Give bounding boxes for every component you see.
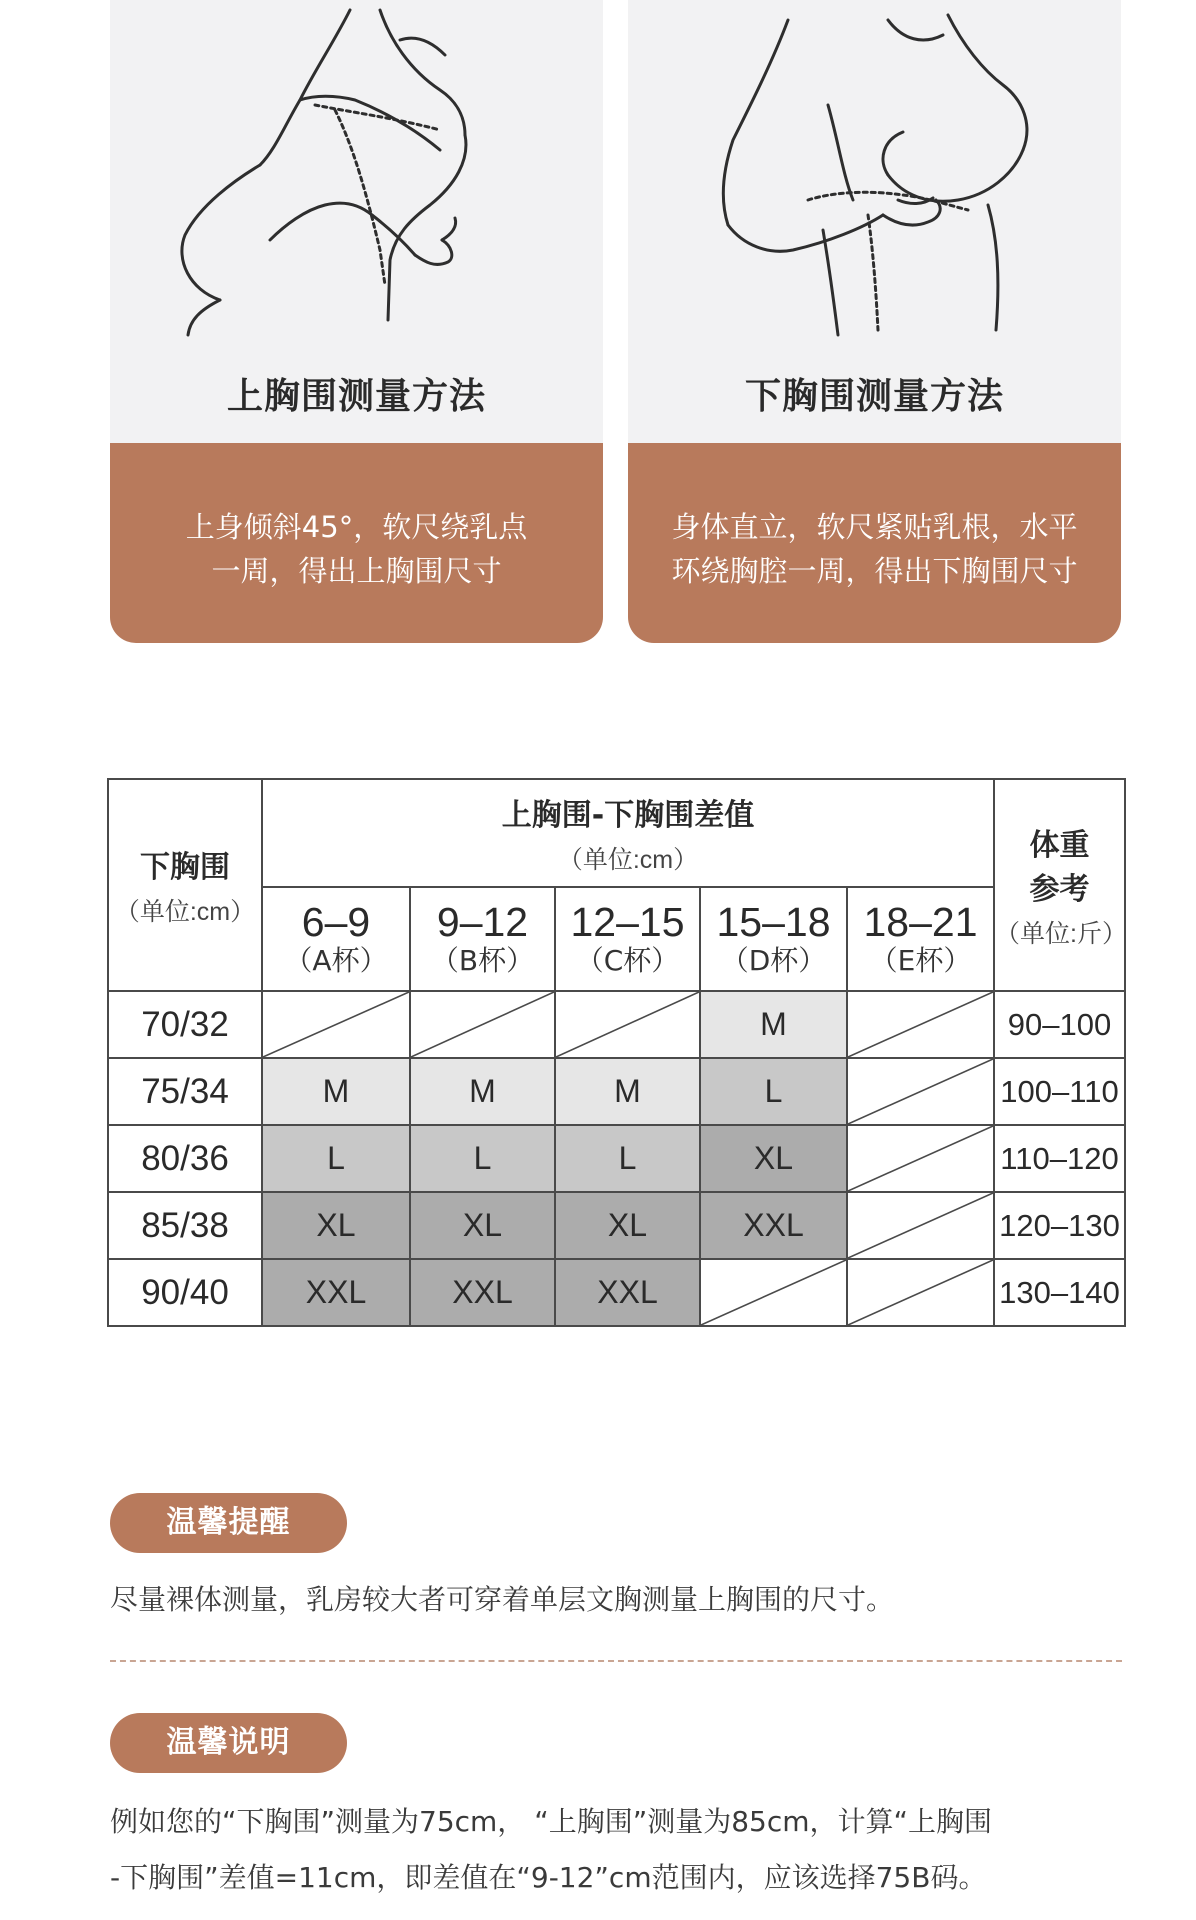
diagonal-slash — [848, 1059, 993, 1124]
underbust-value: 80/36 — [108, 1125, 262, 1192]
empty-size-cell — [847, 1058, 994, 1125]
overbust-method-description — [110, 443, 603, 643]
cup-header-cell — [847, 887, 994, 991]
overbust-method-title: 上胸围测量方法 — [226, 376, 486, 417]
weight-header-line2: 参考 — [1029, 872, 1090, 907]
size-chart-table — [107, 778, 1126, 1327]
empty-size-cell — [262, 991, 410, 1058]
reminder-label-badge: 温馨提醒 — [110, 1493, 347, 1553]
cup-header-cell — [700, 887, 847, 991]
diagonal-slash — [848, 1126, 993, 1191]
cup-name: （C杯） — [575, 944, 680, 977]
cup-name: （E杯） — [869, 944, 972, 977]
overbust-desc-line2: 一周，得出上胸围尺寸 — [211, 554, 502, 588]
bust-difference-header: 上胸围-下胸围差值 — [501, 798, 755, 833]
weight-header-cell — [994, 779, 1125, 991]
underbust-measuring-illustration — [628, 0, 1121, 340]
empty-size-cell — [847, 1192, 994, 1259]
size-row — [108, 1125, 1125, 1192]
underbust-unit: （单位:cm） — [114, 898, 256, 926]
underbust-value: 75/34 — [108, 1058, 262, 1125]
cup-name: （A杯） — [284, 944, 388, 977]
cup-range: 9–12 — [436, 899, 529, 945]
cup-name: （B杯） — [430, 944, 535, 977]
diagonal-slash — [411, 992, 554, 1057]
explanation-text-line1: 例如您的“下胸围”测量为75cm， “上胸围”测量为85cm，计算“上胸围 — [110, 1805, 993, 1838]
weight-value: 100–110 — [994, 1058, 1125, 1125]
underbust-desc-line1: 身体直立，软尺紧贴乳根，水平 — [671, 510, 1078, 544]
underbust-method-card — [628, 0, 1121, 643]
underbust-header: 下胸围 — [140, 850, 230, 885]
cup-range: 18–21 — [863, 899, 978, 945]
explanation-label-badge: 温馨说明 — [110, 1713, 347, 1773]
empty-size-cell — [847, 991, 994, 1058]
diagonal-slash — [701, 1260, 846, 1325]
size-cell: L — [555, 1125, 700, 1192]
overbust-method-card — [110, 0, 603, 643]
size-row — [108, 1259, 1125, 1326]
size-cell: XXL — [700, 1192, 847, 1259]
underbust-header-cell — [108, 779, 262, 991]
size-cell: XL — [410, 1192, 555, 1259]
bust-difference-unit: （单位:cm） — [557, 846, 699, 874]
diagonal-slash — [848, 1260, 993, 1325]
bust-difference-header-cell — [262, 779, 994, 887]
size-cell: XL — [262, 1192, 410, 1259]
size-row — [108, 1192, 1125, 1259]
dashed-divider — [110, 1660, 1122, 1662]
underbust-desc-line2: 环绕胸腔一周，得出下胸围尺寸 — [671, 554, 1078, 588]
weight-value: 90–100 — [994, 991, 1125, 1058]
empty-size-cell — [410, 991, 555, 1058]
empty-size-cell — [847, 1259, 994, 1326]
size-cell: XL — [555, 1192, 700, 1259]
weight-unit: （单位:斤） — [995, 920, 1127, 948]
diagonal-slash — [848, 992, 993, 1057]
cup-range: 6–9 — [301, 899, 371, 945]
size-cell: XXL — [262, 1259, 410, 1326]
size-cell: M — [700, 991, 847, 1058]
underbust-method-description — [628, 443, 1121, 643]
underbust-value: 90/40 — [108, 1259, 262, 1326]
empty-size-cell — [700, 1259, 847, 1326]
reminder-text: 尽量裸体测量，乳房较大者可穿着单层文胸测量上胸围的尺寸。 — [110, 1583, 895, 1616]
weight-header-line1: 体重 — [1029, 828, 1090, 863]
cup-header-cell — [410, 887, 555, 991]
cup-header-cell — [262, 887, 410, 991]
overbust-desc-line1: 上身倾斜45°，软尺绕乳点 — [185, 510, 528, 544]
cup-range: 15–18 — [716, 899, 831, 945]
explanation-text-line2: -下胸围”差值=11cm，即差值在“9-12”cm范围内，应该选择75B码。 — [110, 1861, 987, 1894]
underbust-value: 70/32 — [108, 991, 262, 1058]
cup-header-cell — [555, 887, 700, 991]
size-cell: XXL — [410, 1259, 555, 1326]
size-cell: M — [555, 1058, 700, 1125]
diagonal-slash — [848, 1193, 993, 1258]
empty-size-cell — [555, 991, 700, 1058]
size-cell: L — [410, 1125, 555, 1192]
size-cell: M — [410, 1058, 555, 1125]
empty-size-cell — [847, 1125, 994, 1192]
diagonal-slash — [556, 992, 699, 1057]
size-row — [108, 1058, 1125, 1125]
diagonal-slash — [263, 992, 409, 1057]
underbust-value: 85/38 — [108, 1192, 262, 1259]
weight-value: 120–130 — [994, 1192, 1125, 1259]
weight-value: 130–140 — [994, 1259, 1125, 1326]
underbust-method-title: 下胸围测量方法 — [744, 376, 1004, 417]
size-cell: L — [700, 1058, 847, 1125]
cup-range: 12–15 — [570, 899, 685, 945]
size-cell: XXL — [555, 1259, 700, 1326]
size-cell: M — [262, 1058, 410, 1125]
overbust-measuring-illustration — [110, 0, 603, 340]
cup-name: （D杯） — [720, 944, 827, 977]
size-cell: XL — [700, 1125, 847, 1192]
size-cell: L — [262, 1125, 410, 1192]
weight-value: 110–120 — [994, 1125, 1125, 1192]
size-row — [108, 991, 1125, 1058]
